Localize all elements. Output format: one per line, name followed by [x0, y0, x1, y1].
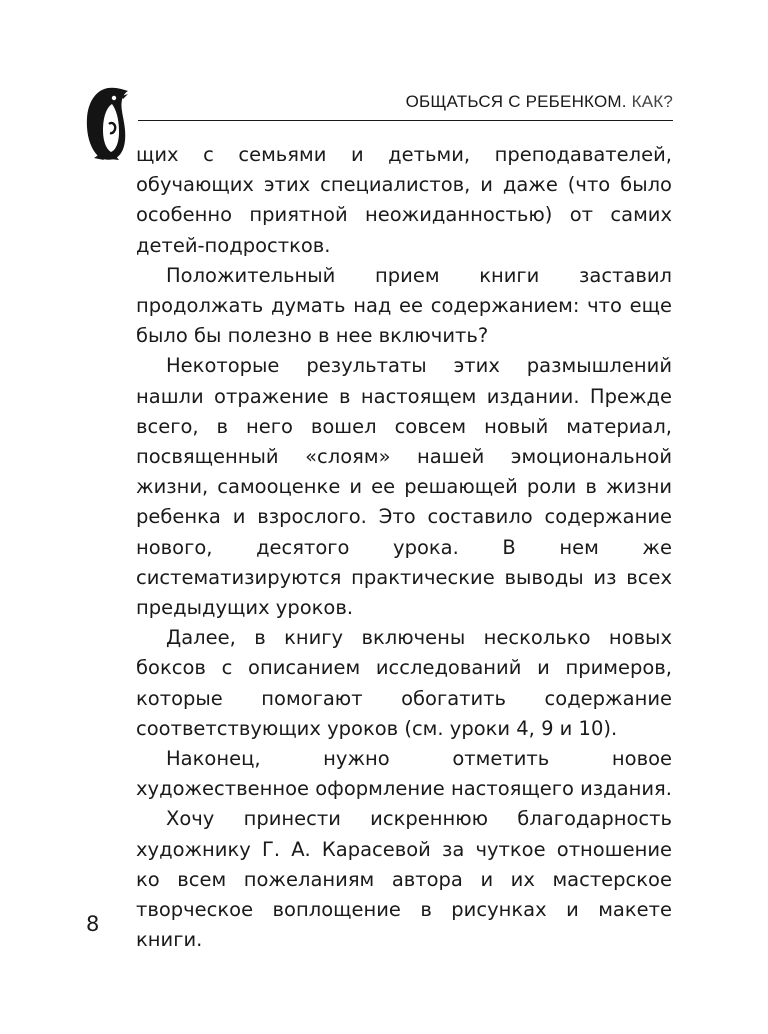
paragraph: Положительный прием книги заставил продолжать думать над ее содержанием: что еще было бы полезно в нее включить?	[136, 263, 672, 348]
header-divider	[138, 120, 673, 121]
running-header-title: ОБЩАТЬСЯ С РЕБЕНКОМ.	[405, 92, 627, 111]
paragraph: Далее, в книгу включены несколько новых боксов с описанием исследований и примеров, которые помогают обогатить содержание соответствующих уроков (см. уроки 4, 9 и 10).	[136, 626, 672, 740]
paragraph: Наконец, нужно отметить новое художественное оформление настоящего издания.	[136, 747, 672, 801]
paragraph: Хочу принести искреннюю благодарность художнику Г. А. Карасевой за чуткое отношение ко всем пожеланиям автора и их мастерское творческое воплощение в рисунках и макете книги.	[136, 807, 672, 952]
page-number: 8	[86, 912, 100, 936]
running-header-subtitle: КАК?	[626, 92, 673, 111]
penguin-logo-icon	[84, 86, 128, 162]
paragraph: Некоторые результаты этих размышлений нашли отражение в настоящем издании. Прежде всего, в него вошел совсем новый материал, посвященный «слоям» нашей эмоциональной жизни, самооценке и ее решающей роли в жизни ребенка и взрослого. Это составило содержание нового, десятого урока. В нем же систематизируются практические выводы из всех предыдущих уроков.	[136, 354, 672, 620]
paragraph: щих с семьями и детьми, преподавателей, обучающих этих специалистов, и даже (что было особенно приятной неожиданностью) от самих детей-подростков.	[136, 143, 672, 257]
running-header	[300, 92, 673, 112]
body-text	[136, 140, 672, 955]
